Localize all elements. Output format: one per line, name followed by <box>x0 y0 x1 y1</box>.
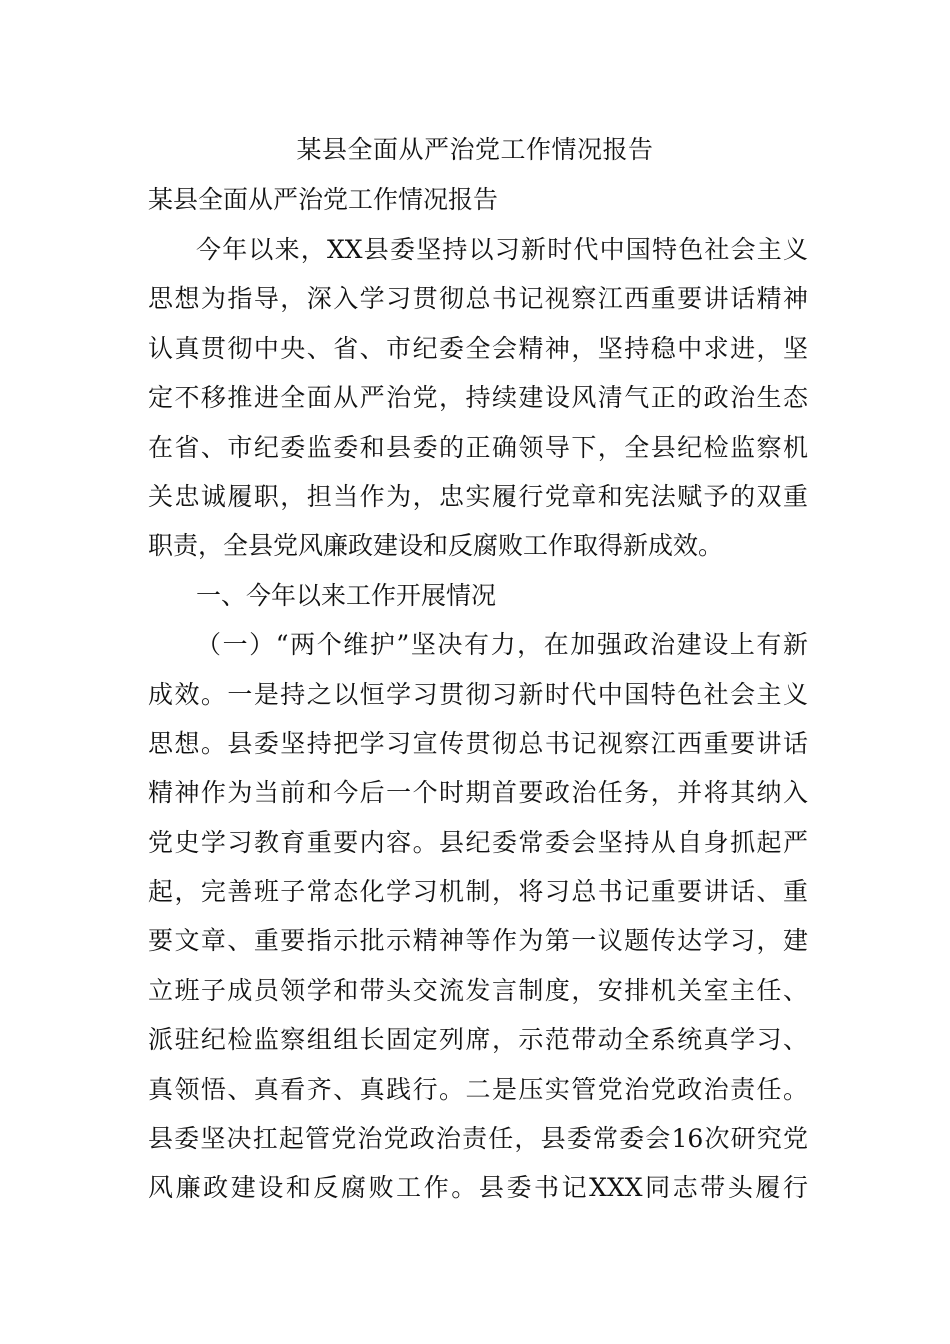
text-line: 在省、市纪委监委和县委的正确领导下，全县纪检监察机 <box>148 432 808 462</box>
text-line: 关忠诚履职，担当作为，忠实履行党章和宪法赋予的双重 <box>148 481 808 511</box>
section-heading: 一、今年以来工作开展情况 <box>196 580 497 610</box>
text-line: 风廉政建设和反腐败工作。县委书记XXX同志带头履行 <box>148 1173 808 1203</box>
text-line: 思想为指导，深入学习贯彻总书记视察江西重要讲话精神 <box>148 284 808 314</box>
text-line: （一）“两个维护”坚决有力，在加强政治建设上有新 <box>196 630 808 660</box>
text-line: 思想。县委坚持把学习宣传贯彻总书记视察江西重要讲话 <box>148 728 808 758</box>
document-title: 某县全面从严治党工作情况报告 <box>296 135 654 164</box>
document-body <box>148 225 808 1213</box>
text-line: 真领悟、真看齐、真践行。二是压实管党治党政治责任。 <box>148 1074 808 1104</box>
text-line: 党史学习教育重要内容。县纪委常委会坚持从自身抓起严 <box>148 827 808 857</box>
text-line: 立班子成员领学和带头交流发言制度，安排机关室主任、 <box>148 975 808 1005</box>
document-subtitle: 某县全面从严治党工作情况报告 <box>148 185 499 214</box>
text-line: 职责，全县党风廉政建设和反腐败工作取得新成效。 <box>148 531 724 561</box>
text-line: 定不移推进全面从严治党，持续建设风清气正的政治生态 <box>148 383 808 413</box>
text-line: 派驻纪检监察组组长固定列席，示范带动全系统真学习、 <box>148 1025 808 1055</box>
text-line: 要文章、重要指示批示精神等作为第一议题传达学习，建 <box>148 926 808 956</box>
text-line: 成效。一是持之以恒学习贯彻习新时代中国特色社会主义 <box>148 679 808 709</box>
text-line: 县委坚决扛起管党治党政治责任，县委常委会16次研究党 <box>148 1124 808 1154</box>
text-line: 精神作为当前和今后一个时期首要政治任务，并将其纳入 <box>148 778 808 808</box>
text-line: 起，完善班子常态化学习机制，将习总书记重要讲话、重 <box>148 877 808 907</box>
text-line: 认真贯彻中央、省、市纪委全会精神，坚持稳中求进，坚 <box>148 333 808 363</box>
text-line: 今年以来，XX县委坚持以习新时代中国特色社会主义 <box>196 235 808 264</box>
